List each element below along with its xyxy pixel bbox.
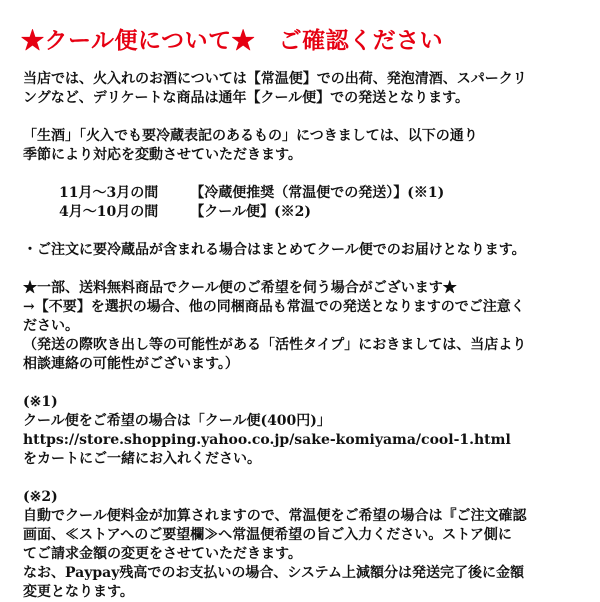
note-2-line-5: 変更となります。 — [23, 584, 134, 600]
note-2-line-1: 自動でクール便料金が加算されますので、常温便をご希望の場合は『ご注文確認 — [23, 508, 527, 524]
seasonal-line-1: 「生酒」「火入でも要冷蔵表記のあるもの」につきましては、以下の通り — [23, 128, 478, 144]
note-1-line-1: クール便をご希望の場合は「クール便(400円)」 — [23, 413, 331, 429]
schedule-row-2-period: 4月～10月の間 — [59, 204, 159, 220]
note-2-heading: (※2) — [23, 489, 58, 505]
schedule-row-1-value: 【冷蔵便推奨（常温便での発送）】(※1) — [190, 185, 445, 201]
schedule-row-2 — [23, 203, 585, 222]
spacer — [23, 165, 585, 184]
notice-body — [23, 70, 585, 602]
free-shipping-line-5: 相談連絡の可能性がございます。） — [23, 356, 239, 372]
schedule-row-1 — [23, 184, 585, 203]
page-title: ★クール便について★ ご確認ください — [21, 27, 444, 54]
note-2-line-2: 画面、≪ストアへのご要望欄≫へ常温便希望の旨ご入力ください。ストア側に — [23, 527, 512, 543]
spacer — [23, 222, 585, 241]
spacer — [23, 374, 585, 393]
intro-line-1: 当店では、火入れのお酒については【常温便】での出荷、発泡清酒、スパークリ — [23, 71, 527, 87]
note-1-heading: (※1) — [23, 394, 58, 410]
free-shipping-line-4: （発送の際吹き出し等の可能性がある「活性タイプ」におきましては、当店より — [23, 337, 527, 353]
note-2-line-3: てご請求金額の変更をさせていただきます。 — [23, 546, 302, 562]
refrigerated-note: ・ご注文に要冷蔵品が含まれる場合はまとめてクール便でのお届けとなります。 — [23, 242, 526, 258]
seasonal-line-2: 季節により対応を変動させていただきます。 — [23, 147, 302, 163]
schedule-row-1-period: 11月～3月の間 — [59, 185, 159, 201]
intro-line-2: ングなど、デリケートな商品は通年【クール便】での発送となります。 — [23, 90, 470, 106]
free-shipping-line-3: ださい。 — [23, 318, 79, 334]
schedule-row-2-value: 【クール便】(※2) — [190, 204, 311, 220]
note-2-line-4: なお、Paypay残高でのお支払いの場合、システム上減額分は発送完了後に金額 — [23, 565, 524, 581]
spacer — [23, 260, 585, 279]
spacer — [23, 108, 585, 127]
note-1-line-2: をカートにご一緒にお入れください。 — [23, 451, 261, 467]
spacer — [23, 469, 585, 488]
note-1-url: https://store.shopping.yahoo.co.jp/sake-komiyama/cool-1.html — [23, 432, 511, 448]
free-shipping-line-2: →【不要】を選択の場合、他の同梱商品も常温での発送となりますのでご注意く — [23, 299, 525, 315]
free-shipping-line-1: ★一部、送料無料商品でクール便のご希望を伺う場合がございます★ — [23, 280, 457, 296]
